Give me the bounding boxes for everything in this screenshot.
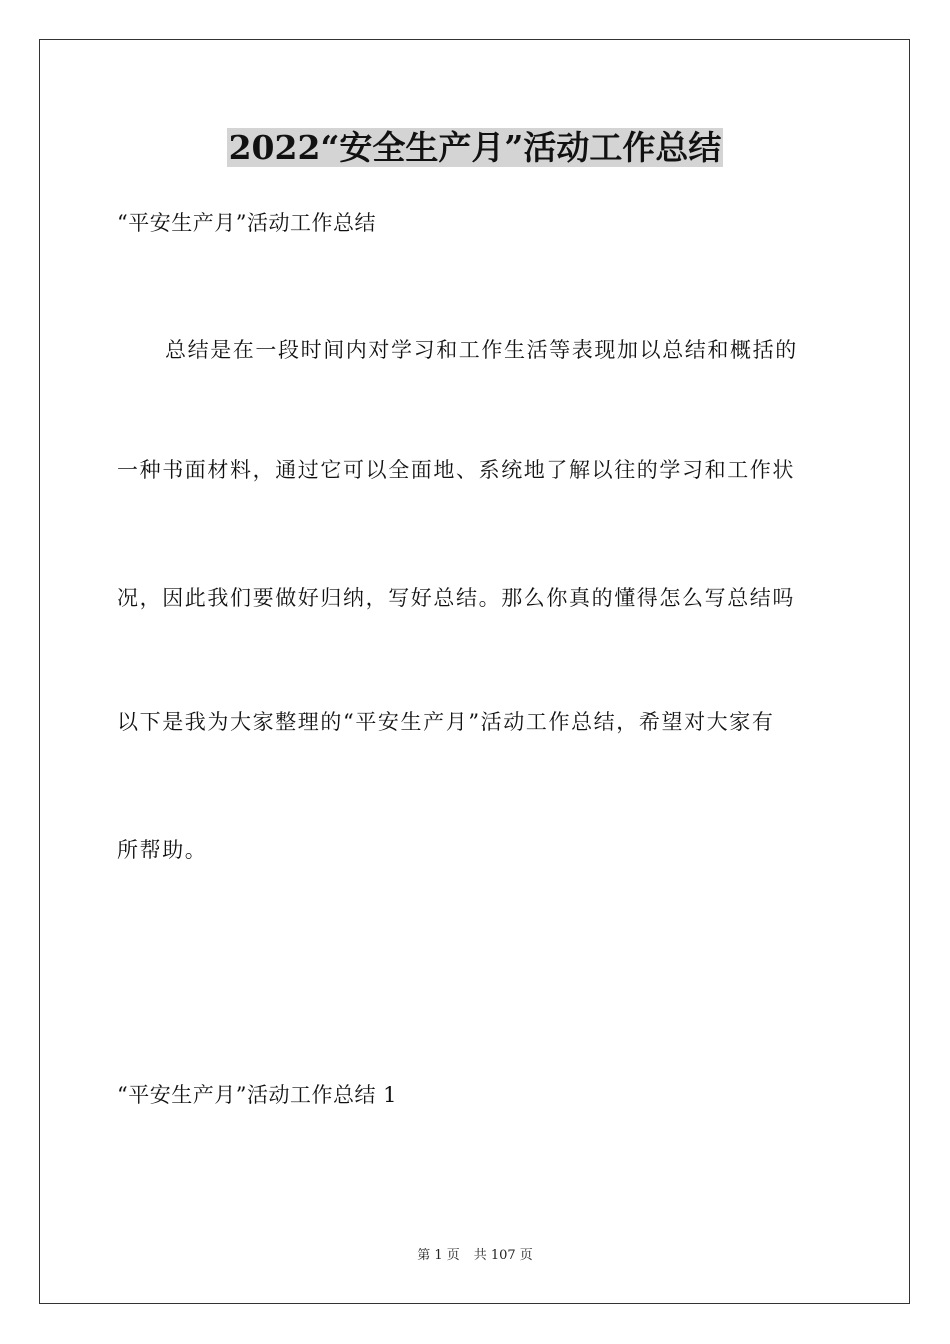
paragraph-line: 总结是在一段时间内对学习和工作生活等表现加以总结和概括的: [165, 338, 798, 362]
paragraph-line: 况，因此我们要做好归纳，写好总结。那么你真的懂得怎么写总结吗: [117, 586, 795, 610]
document-title-text: 2022“安全生产月”活动工作总结: [228, 128, 722, 167]
document-title: [0, 124, 950, 172]
paragraph-line: 一种书面材料，通过它可以全面地、系统地了解以往的学习和工作状: [117, 458, 795, 482]
page-footer: [0, 1247, 950, 1265]
paragraph-line: 以下是我为大家整理的“平安生产月”活动工作总结，希望对大家有: [117, 710, 775, 734]
paragraph-line: 所帮助。: [117, 838, 208, 862]
section-heading: “平安生产月”活动工作总结 1: [117, 1083, 398, 1107]
document-subtitle: “平安生产月”活动工作总结: [117, 211, 376, 235]
page-number: 第 1 页: [417, 1248, 460, 1263]
page-total: 共 107 页: [473, 1248, 533, 1263]
